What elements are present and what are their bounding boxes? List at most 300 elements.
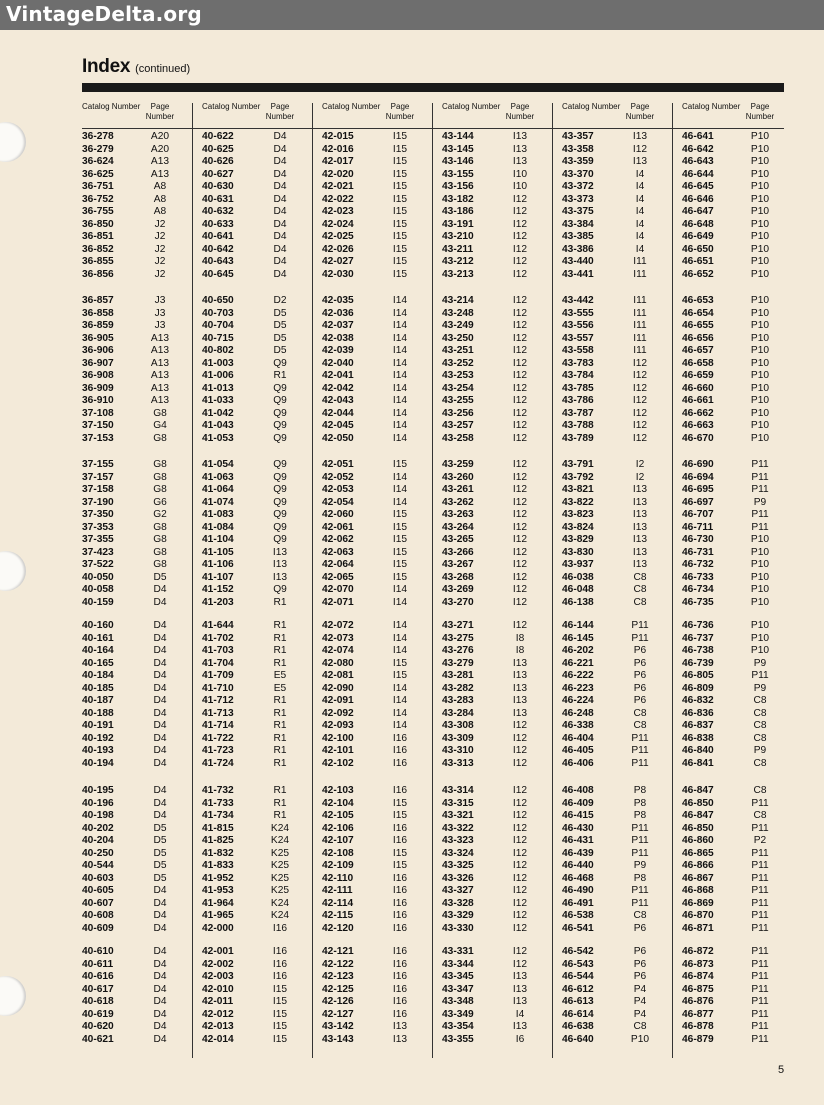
catalog-number: 41-006 xyxy=(202,370,234,381)
page-ref: K25 xyxy=(270,885,290,896)
catalog-number: 46-408 xyxy=(562,785,594,796)
site-name: VintageDelta.org xyxy=(6,2,202,26)
catalog-number: 42-104 xyxy=(322,797,354,809)
page-ref: P11 xyxy=(751,946,769,957)
page-ref: I13 xyxy=(632,534,648,545)
page-ref: I16 xyxy=(392,910,408,921)
page-ref: A8 xyxy=(153,206,167,217)
catalog-number: 43-358 xyxy=(562,143,594,155)
page-ref: D5 xyxy=(153,872,167,884)
page-ref: I12 xyxy=(512,620,528,631)
page-ref: I16 xyxy=(392,897,408,909)
page-ref: C8 xyxy=(753,707,767,719)
catalog-number: 41-107 xyxy=(202,571,234,583)
catalog-number: 46-879 xyxy=(682,1033,714,1045)
catalog-number: 40-616 xyxy=(82,971,114,982)
header-catalog-number: Catalog Number xyxy=(322,102,381,111)
column-header-row xyxy=(82,100,784,129)
catalog-number: 42-023 xyxy=(322,206,354,217)
page-ref: I13 xyxy=(632,131,648,142)
page-ref: I15 xyxy=(392,181,408,192)
page-ref: D4 xyxy=(153,632,167,644)
catalog-number: 42-017 xyxy=(322,156,354,167)
page-ref: P10 xyxy=(750,596,770,608)
page-ref: P10 xyxy=(750,268,770,280)
page-ref: I15 xyxy=(392,534,408,545)
page-ref: P11 xyxy=(631,620,649,631)
catalog-number: 36-279 xyxy=(82,143,114,155)
catalog-number: 46-732 xyxy=(682,559,714,570)
page-ref: I15 xyxy=(392,797,408,809)
page-ref: I16 xyxy=(392,835,408,846)
page-ref: I15 xyxy=(392,546,408,558)
catalog-number: 43-558 xyxy=(562,345,594,356)
catalog-number: 37-158 xyxy=(82,484,114,495)
page-ref: C8 xyxy=(633,720,647,731)
header-catalog-number: Catalog Number xyxy=(82,102,141,111)
page-ref: P11 xyxy=(631,847,649,859)
page-ref: I13 xyxy=(512,707,528,719)
catalog-number: 46-430 xyxy=(562,822,594,834)
page-ref: I2 xyxy=(635,459,645,470)
page-ref: P10 xyxy=(750,131,770,142)
page-ref: P11 xyxy=(631,885,649,896)
page-ref: I13 xyxy=(392,1021,408,1032)
page-ref: P11 xyxy=(751,971,769,982)
catalog-number: 41-953 xyxy=(202,885,234,896)
page-ref: I12 xyxy=(632,395,648,406)
catalog-number: 43-349 xyxy=(442,1008,474,1020)
catalog-number: 46-809 xyxy=(682,682,714,694)
page-ref: D4 xyxy=(153,996,167,1007)
page-ref: I11 xyxy=(633,295,647,306)
page-ref: K24 xyxy=(270,835,290,846)
catalog-number: 36-278 xyxy=(82,131,114,142)
page-ref: D4 xyxy=(153,810,167,821)
page-ref: Q9 xyxy=(273,471,287,483)
page-ref: A13 xyxy=(150,395,170,406)
page-ref: G2 xyxy=(153,509,167,520)
page-ref: I12 xyxy=(512,370,528,381)
page-ref: D4 xyxy=(153,797,167,809)
catalog-number: 42-065 xyxy=(322,571,354,583)
page-ref: K25 xyxy=(270,872,290,884)
catalog-number: 43-321 xyxy=(442,810,474,821)
catalog-number: 36-857 xyxy=(82,295,114,306)
page-ref: I14 xyxy=(392,620,408,631)
catalog-number: 43-258 xyxy=(442,432,474,444)
catalog-number: 40-620 xyxy=(82,1021,114,1032)
catalog-number: 42-015 xyxy=(322,131,354,142)
catalog-number: 42-025 xyxy=(322,231,354,242)
catalog-number: 37-423 xyxy=(82,546,114,558)
page-ref: J2 xyxy=(154,218,166,230)
catalog-number: 43-310 xyxy=(442,745,474,756)
catalog-number: 43-266 xyxy=(442,546,474,558)
page-ref: I15 xyxy=(392,143,408,155)
page-ref: I12 xyxy=(512,847,528,859)
page-ref: G8 xyxy=(153,521,167,533)
catalog-number: 42-090 xyxy=(322,682,354,694)
page-ref: I15 xyxy=(392,193,408,205)
page-ref: I13 xyxy=(272,571,288,583)
catalog-number: 41-064 xyxy=(202,484,234,495)
catalog-number: 40-196 xyxy=(82,797,114,809)
page-ref: I12 xyxy=(512,720,528,731)
catalog-number: 43-156 xyxy=(442,181,474,192)
page-ref: I12 xyxy=(512,797,528,809)
page-ref: R1 xyxy=(273,707,287,719)
header-page-number: Page Number xyxy=(265,102,295,121)
catalog-number: 41-083 xyxy=(202,509,234,520)
catalog-number: 43-252 xyxy=(442,357,474,369)
catalog-number: 42-014 xyxy=(202,1033,234,1045)
page-ref: K24 xyxy=(270,897,290,909)
page-ref: I16 xyxy=(392,885,408,896)
catalog-number: 46-837 xyxy=(682,720,714,731)
catalog-number: 43-263 xyxy=(442,509,474,520)
catalog-number: 41-832 xyxy=(202,847,234,859)
page-ref: C8 xyxy=(753,720,767,731)
catalog-number: 41-644 xyxy=(202,620,234,631)
page-ref: I14 xyxy=(392,471,408,483)
page-ref: I15 xyxy=(392,559,408,570)
page-ref: I15 xyxy=(392,670,408,681)
header-catalog-number: Catalog Number xyxy=(682,102,741,111)
catalog-number: 42-100 xyxy=(322,732,354,744)
page-ref: P4 xyxy=(633,996,647,1007)
catalog-number: 46-867 xyxy=(682,872,714,884)
page-ref: I16 xyxy=(392,757,408,769)
page-ref: P10 xyxy=(750,571,770,583)
page-ref: I12 xyxy=(512,395,528,406)
page-ref: I12 xyxy=(632,143,648,155)
catalog-number: 40-544 xyxy=(82,860,114,871)
catalog-number: 41-702 xyxy=(202,632,234,644)
page-ref: I15 xyxy=(392,168,408,180)
catalog-number: 43-265 xyxy=(442,534,474,545)
catalog-number: 40-058 xyxy=(82,584,114,595)
page-ref: D5 xyxy=(273,307,287,319)
page-ref: Q9 xyxy=(273,432,287,444)
catalog-number: 46-224 xyxy=(562,695,594,706)
page-ref: D4 xyxy=(153,732,167,744)
catalog-number: 43-326 xyxy=(442,872,474,884)
page-ref: I16 xyxy=(392,785,408,796)
page-ref: E5 xyxy=(273,670,287,681)
catalog-number: 40-184 xyxy=(82,670,114,681)
page-ref: A8 xyxy=(153,181,167,192)
catalog-number: 46-868 xyxy=(682,885,714,896)
catalog-number: 42-064 xyxy=(322,559,354,570)
column-divider xyxy=(672,103,673,1058)
catalog-number: 46-739 xyxy=(682,657,714,669)
catalog-number: 41-033 xyxy=(202,395,234,406)
page-ref: G8 xyxy=(153,459,167,470)
page-ref: I15 xyxy=(392,509,408,520)
catalog-number: 42-001 xyxy=(202,946,234,957)
catalog-number: 46-223 xyxy=(562,682,594,694)
page-ref: I13 xyxy=(512,983,528,995)
page-ref: G8 xyxy=(153,432,167,444)
page-ref: I12 xyxy=(632,357,648,369)
catalog-number: 43-330 xyxy=(442,922,474,934)
catalog-number: 36-908 xyxy=(82,370,114,381)
catalog-number: 43-212 xyxy=(442,256,474,267)
page-ref: D4 xyxy=(153,682,167,694)
page-ref: P10 xyxy=(750,218,770,230)
catalog-number: 42-061 xyxy=(322,521,354,533)
page-ref: P6 xyxy=(633,946,647,957)
catalog-number: 46-221 xyxy=(562,657,594,669)
page-ref: R1 xyxy=(273,732,287,744)
catalog-number: 36-905 xyxy=(82,332,114,344)
catalog-number: 40-631 xyxy=(202,193,234,205)
catalog-number: 41-710 xyxy=(202,682,234,694)
page-ref: I12 xyxy=(512,559,528,570)
page-ref: I15 xyxy=(392,657,408,669)
page-ref: P8 xyxy=(633,872,647,884)
page-ref: P11 xyxy=(751,822,769,834)
catalog-number: 42-003 xyxy=(202,971,234,982)
catalog-number: 43-786 xyxy=(562,395,594,406)
page-ref: I12 xyxy=(512,484,528,495)
catalog-number: 46-656 xyxy=(682,332,714,344)
page-ref: E5 xyxy=(273,682,287,694)
catalog-number: 46-406 xyxy=(562,757,594,769)
page-ref: D4 xyxy=(153,885,167,896)
page-ref: J2 xyxy=(154,256,166,267)
page-ref: P8 xyxy=(633,785,647,796)
page-ref: Q9 xyxy=(273,395,287,406)
catalog-number: 46-736 xyxy=(682,620,714,631)
page-ref: I15 xyxy=(392,860,408,871)
page-ref: A13 xyxy=(150,345,170,356)
catalog-number: 43-359 xyxy=(562,156,594,167)
page-ref: I12 xyxy=(512,307,528,319)
page-ref: R1 xyxy=(273,797,287,809)
catalog-number: 40-625 xyxy=(202,143,234,155)
page-ref: I12 xyxy=(512,471,528,483)
catalog-number: 41-722 xyxy=(202,732,234,744)
catalog-number: 43-788 xyxy=(562,420,594,431)
catalog-number: 46-662 xyxy=(682,407,714,419)
page-ref: I12 xyxy=(512,459,528,470)
page-ref: Q9 xyxy=(273,584,287,595)
page-ref: J2 xyxy=(154,268,166,280)
catalog-number: 42-000 xyxy=(202,922,234,934)
page-ref: I12 xyxy=(512,946,528,957)
catalog-number: 41-152 xyxy=(202,584,234,595)
catalog-number: 42-062 xyxy=(322,534,354,545)
catalog-number: 46-735 xyxy=(682,596,714,608)
catalog-number: 43-937 xyxy=(562,559,594,570)
page-ref: I15 xyxy=(272,1008,288,1020)
page-ref: I4 xyxy=(635,181,645,192)
catalog-number: 42-022 xyxy=(322,193,354,205)
catalog-number: 40-633 xyxy=(202,218,234,230)
catalog-number: 41-712 xyxy=(202,695,234,706)
catalog-number: 36-852 xyxy=(82,243,114,255)
page-ref: I13 xyxy=(632,509,648,520)
catalog-number: 40-204 xyxy=(82,835,114,846)
page-ref: I16 xyxy=(392,822,408,834)
catalog-number: 46-730 xyxy=(682,534,714,545)
catalog-number: 42-122 xyxy=(322,958,354,970)
catalog-number: 46-738 xyxy=(682,645,714,656)
page-ref: D4 xyxy=(273,131,287,142)
catalog-number: 36-624 xyxy=(82,156,114,167)
page-ref: P10 xyxy=(750,143,770,155)
catalog-number: 42-125 xyxy=(322,983,354,995)
catalog-number: 41-952 xyxy=(202,872,234,884)
catalog-number: 46-847 xyxy=(682,785,714,796)
page-ref: K24 xyxy=(270,822,290,834)
catalog-number: 43-313 xyxy=(442,757,474,769)
catalog-number: 46-651 xyxy=(682,256,714,267)
catalog-number: 43-329 xyxy=(442,910,474,921)
catalog-number: 40-642 xyxy=(202,243,234,255)
page-ref: I12 xyxy=(512,958,528,970)
catalog-number: 42-060 xyxy=(322,509,354,520)
page-ref: D4 xyxy=(273,218,287,230)
page-ref: P11 xyxy=(751,860,769,871)
page-ref: Q9 xyxy=(273,534,287,545)
catalog-number: 43-275 xyxy=(442,632,474,644)
catalog-number: 42-110 xyxy=(322,872,354,884)
page-ref: I13 xyxy=(632,484,648,495)
page-ref: I16 xyxy=(392,958,408,970)
catalog-number: 43-253 xyxy=(442,370,474,381)
catalog-number: 43-271 xyxy=(442,620,474,631)
page-ref: I14 xyxy=(392,345,408,356)
page-ref: I8 xyxy=(515,645,525,656)
page-ref: P10 xyxy=(750,370,770,381)
catalog-number: 46-647 xyxy=(682,206,714,217)
page-ref: P10 xyxy=(750,243,770,255)
page-ref: P11 xyxy=(751,910,769,921)
catalog-number: 46-439 xyxy=(562,847,594,859)
catalog-number: 43-440 xyxy=(562,256,594,267)
page-ref: A13 xyxy=(150,370,170,381)
page-ref: I13 xyxy=(512,670,528,681)
catalog-number: 40-619 xyxy=(82,1008,114,1020)
page-ref: C8 xyxy=(633,1021,647,1032)
catalog-number: 42-072 xyxy=(322,620,354,631)
page-ref: P11 xyxy=(751,471,769,483)
catalog-number: 42-127 xyxy=(322,1008,354,1020)
page-ref: I14 xyxy=(392,484,408,495)
page-ref: Q9 xyxy=(273,357,287,369)
page-ref: R1 xyxy=(273,720,287,731)
catalog-number: 37-108 xyxy=(82,407,114,419)
catalog-number: 42-071 xyxy=(322,596,354,608)
page-ref: I12 xyxy=(512,320,528,331)
catalog-number: 37-157 xyxy=(82,471,114,483)
page-ref: D5 xyxy=(153,571,167,583)
page-ref: I13 xyxy=(632,156,648,167)
catalog-number: 43-789 xyxy=(562,432,594,444)
catalog-number: 37-355 xyxy=(82,534,114,545)
catalog-number: 46-733 xyxy=(682,571,714,583)
page-ref: C8 xyxy=(633,707,647,719)
catalog-number: 46-468 xyxy=(562,872,594,884)
page-title xyxy=(82,56,190,78)
page-ref: D4 xyxy=(153,910,167,921)
page-ref: R1 xyxy=(273,596,287,608)
page-ref: I14 xyxy=(392,432,408,444)
page-ref: I4 xyxy=(635,206,645,217)
catalog-number: 37-153 xyxy=(82,432,114,444)
page-ref: D4 xyxy=(153,922,167,934)
catalog-number: 46-869 xyxy=(682,897,714,909)
page-ref: I12 xyxy=(512,546,528,558)
page-ref: I12 xyxy=(512,420,528,431)
page-ref: D4 xyxy=(273,268,287,280)
catalog-number: 43-785 xyxy=(562,382,594,394)
catalog-number: 40-704 xyxy=(202,320,234,331)
catalog-number: 36-856 xyxy=(82,268,114,280)
page-ref: G8 xyxy=(153,407,167,419)
page-ref: R1 xyxy=(273,632,287,644)
page-ref: P10 xyxy=(750,534,770,545)
page-ref: I16 xyxy=(392,996,408,1007)
page-ref: A13 xyxy=(150,156,170,167)
page-ref: P11 xyxy=(751,897,769,909)
catalog-number: 41-043 xyxy=(202,420,234,431)
catalog-number: 40-603 xyxy=(82,872,114,884)
catalog-number: 40-617 xyxy=(82,983,114,995)
page-ref: I14 xyxy=(392,332,408,344)
page-ref: P11 xyxy=(631,732,649,744)
catalog-number: 42-042 xyxy=(322,382,354,394)
catalog-number: 41-733 xyxy=(202,797,234,809)
page-ref: I12 xyxy=(512,268,528,280)
catalog-number: 36-625 xyxy=(82,168,114,180)
page-ref: D4 xyxy=(153,707,167,719)
title-rule xyxy=(82,83,784,92)
catalog-number: 43-182 xyxy=(442,193,474,205)
catalog-number: 46-652 xyxy=(682,268,714,280)
catalog-number: 43-143 xyxy=(322,1033,354,1045)
catalog-number: 40-630 xyxy=(202,181,234,192)
catalog-number: 43-325 xyxy=(442,860,474,871)
catalog-number: 46-404 xyxy=(562,732,594,744)
catalog-number: 42-037 xyxy=(322,320,354,331)
catalog-number: 36-909 xyxy=(82,382,114,394)
catalog-number: 46-138 xyxy=(562,596,594,608)
catalog-number: 40-050 xyxy=(82,571,114,583)
catalog-number: 42-105 xyxy=(322,810,354,821)
catalog-number: 46-870 xyxy=(682,910,714,921)
page-ref: I12 xyxy=(512,407,528,419)
catalog-number: 46-641 xyxy=(682,131,714,142)
page-ref: I13 xyxy=(272,546,288,558)
catalog-number: 46-415 xyxy=(562,810,594,821)
page-ref: I14 xyxy=(392,382,408,394)
page-ref: I15 xyxy=(272,996,288,1007)
column-divider xyxy=(552,103,553,1058)
catalog-number: 46-840 xyxy=(682,745,714,756)
page-ref: P11 xyxy=(631,745,649,756)
catalog-number: 36-910 xyxy=(82,395,114,406)
page-ref: D4 xyxy=(153,584,167,595)
catalog-number: 46-145 xyxy=(562,632,594,644)
catalog-number: 42-024 xyxy=(322,218,354,230)
catalog-number: 42-010 xyxy=(202,983,234,995)
catalog-number: 42-039 xyxy=(322,345,354,356)
page-ref: I13 xyxy=(512,996,528,1007)
